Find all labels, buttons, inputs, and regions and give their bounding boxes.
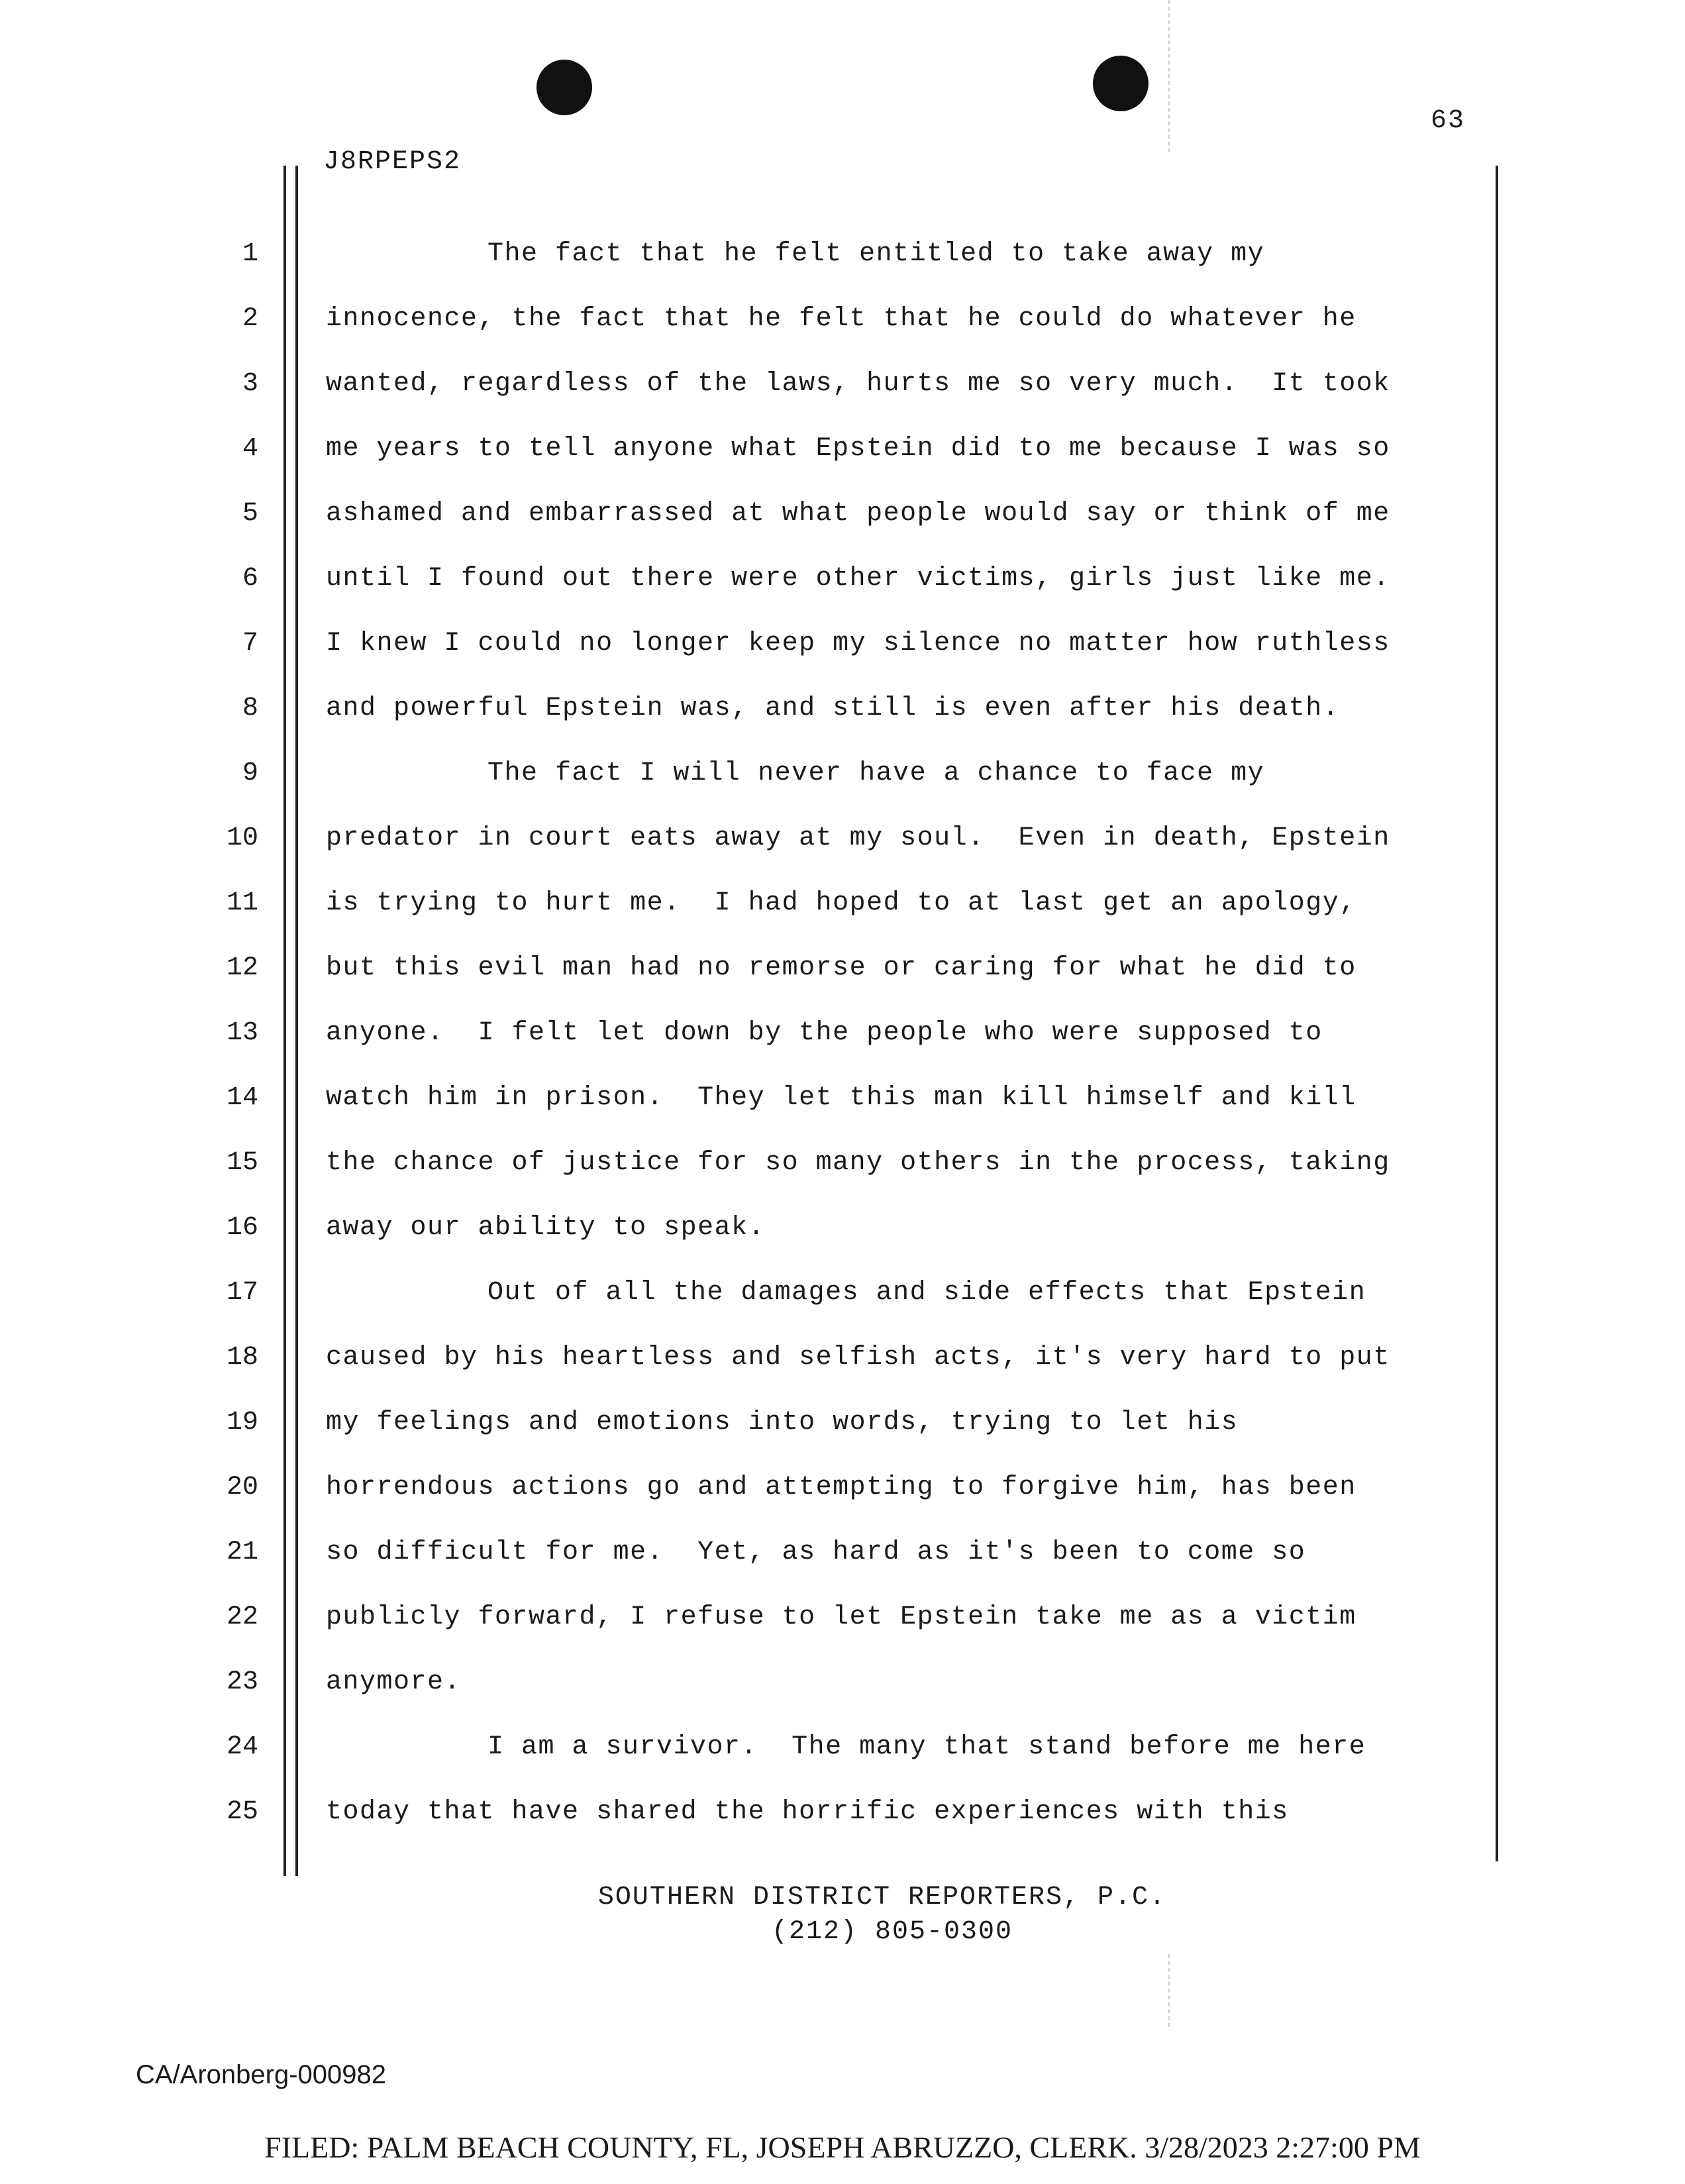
line-text: caused by his heartless and selfish acts, it's very hard to put: [326, 1343, 1390, 1373]
transcript-line: [0, 1202, 1685, 1267]
line-text: so difficult for me. Yet, as hard as it's been to come so: [326, 1537, 1306, 1567]
line-text: I am a survivor. The many that stand before me here: [487, 1732, 1366, 1762]
line-number: 21: [226, 1537, 258, 1567]
document-code: J8RPEPS2: [323, 147, 462, 177]
transcript-line: [0, 943, 1685, 1008]
line-text: The fact I will never have a chance to face my: [487, 758, 1265, 788]
line-number: 8: [242, 694, 258, 723]
transcript-line: [0, 1592, 1685, 1657]
line-number: 7: [242, 629, 258, 658]
transcript-line: [0, 1267, 1685, 1332]
line-number: 25: [226, 1797, 258, 1827]
transcript-line: [0, 813, 1685, 878]
line-text: me years to tell anyone what Epstein did to me because I was so: [326, 434, 1390, 464]
transcript-line: [0, 1787, 1685, 1851]
line-text: Out of all the damages and side effects that Epstein: [487, 1278, 1366, 1308]
page-crease: [1168, 1954, 1171, 2027]
transcript-line: [0, 1008, 1685, 1072]
bates-number: CA/Aronberg-000982: [136, 2060, 387, 2089]
line-text: the chance of justice for so many others in the process, taking: [326, 1148, 1390, 1178]
transcript-line: [0, 618, 1685, 683]
transcript-line: [0, 358, 1685, 423]
line-number: 17: [226, 1278, 258, 1308]
line-number: 19: [226, 1408, 258, 1437]
line-text: anymore.: [326, 1667, 462, 1697]
filed-stamp: FILED: PALM BEACH COUNTY, FL, JOSEPH ABRUZZO, CLERK. 3/28/2023 2:27:00 PM: [264, 2130, 1421, 2164]
line-number: 20: [226, 1473, 258, 1502]
transcript-line: [0, 293, 1685, 358]
line-number: 9: [242, 758, 258, 788]
line-number: 24: [226, 1732, 258, 1762]
transcript-line: [0, 683, 1685, 748]
transcript-line: [0, 878, 1685, 943]
line-text: away our ability to speak.: [326, 1213, 766, 1243]
line-number: 14: [226, 1083, 258, 1113]
line-text: until I found out there were other victims, girls just like me.: [326, 564, 1390, 594]
transcript-line: [0, 1657, 1685, 1722]
line-number: 1: [242, 239, 258, 269]
line-number: 10: [226, 823, 258, 853]
line-text: The fact that he felt entitled to take away my: [487, 239, 1265, 269]
page-crease: [1168, 0, 1171, 152]
transcript-line: [0, 1527, 1685, 1592]
line-number: 5: [242, 499, 258, 529]
transcript-line: [0, 1722, 1685, 1787]
line-number: 18: [226, 1343, 258, 1373]
transcript-line: [0, 488, 1685, 553]
reporter-name: SOUTHERN DISTRICT REPORTERS, P.C.: [597, 1883, 1167, 1912]
page-number: 63: [1430, 106, 1465, 136]
line-text: I knew I could no longer keep my silence no matter how ruthless: [326, 629, 1390, 658]
transcript-line: [0, 748, 1685, 813]
line-text: is trying to hurt me. I had hoped to at last get an apology,: [326, 888, 1356, 918]
line-text: innocence, the fact that he felt that he could do whatever he: [326, 304, 1356, 334]
transcript-line: [0, 1462, 1685, 1527]
line-text: wanted, regardless of the laws, hurts me so very much. It took: [326, 369, 1390, 399]
transcript-line: [0, 1397, 1685, 1462]
transcript-line: [0, 1137, 1685, 1202]
line-text: watch him in prison. They let this man kill himself and kill: [326, 1083, 1356, 1113]
reporter-phone: (212) 805-0300: [771, 1917, 1013, 1947]
line-number: 2: [242, 304, 258, 334]
punch-hole: [1093, 56, 1149, 111]
line-text: today that have shared the horrific experiences with this: [326, 1797, 1289, 1827]
transcript-line: [0, 553, 1685, 618]
transcript-line: [0, 423, 1685, 488]
transcript-line: [0, 1072, 1685, 1137]
line-number: 15: [226, 1148, 258, 1178]
line-number: 22: [226, 1602, 258, 1632]
line-text: my feelings and emotions into words, trying to let his: [326, 1408, 1239, 1437]
line-text: publicly forward, I refuse to let Epstein take me as a victim: [326, 1602, 1356, 1632]
line-text: but this evil man had no remorse or caring for what he did to: [326, 953, 1356, 983]
line-text: anyone. I felt let down by the people who were supposed to: [326, 1018, 1323, 1048]
line-number: 3: [242, 369, 258, 399]
line-text: predator in court eats away at my soul. Even in death, Epstein: [326, 823, 1390, 853]
line-text: ashamed and embarrassed at what people would say or think of me: [326, 499, 1390, 529]
line-number: 4: [242, 434, 258, 464]
line-number: 11: [226, 888, 258, 918]
line-number: 13: [226, 1018, 258, 1048]
line-text: horrendous actions go and attempting to forgive him, has been: [326, 1473, 1356, 1502]
transcript-line: [0, 1332, 1685, 1397]
line-text: and powerful Epstein was, and still is even after his death.: [326, 694, 1340, 723]
line-number: 6: [242, 564, 258, 594]
line-number: 16: [226, 1213, 258, 1243]
transcript-line: [0, 229, 1685, 293]
line-number: 23: [226, 1667, 258, 1697]
punch-hole: [536, 60, 592, 115]
line-number: 12: [226, 953, 258, 983]
